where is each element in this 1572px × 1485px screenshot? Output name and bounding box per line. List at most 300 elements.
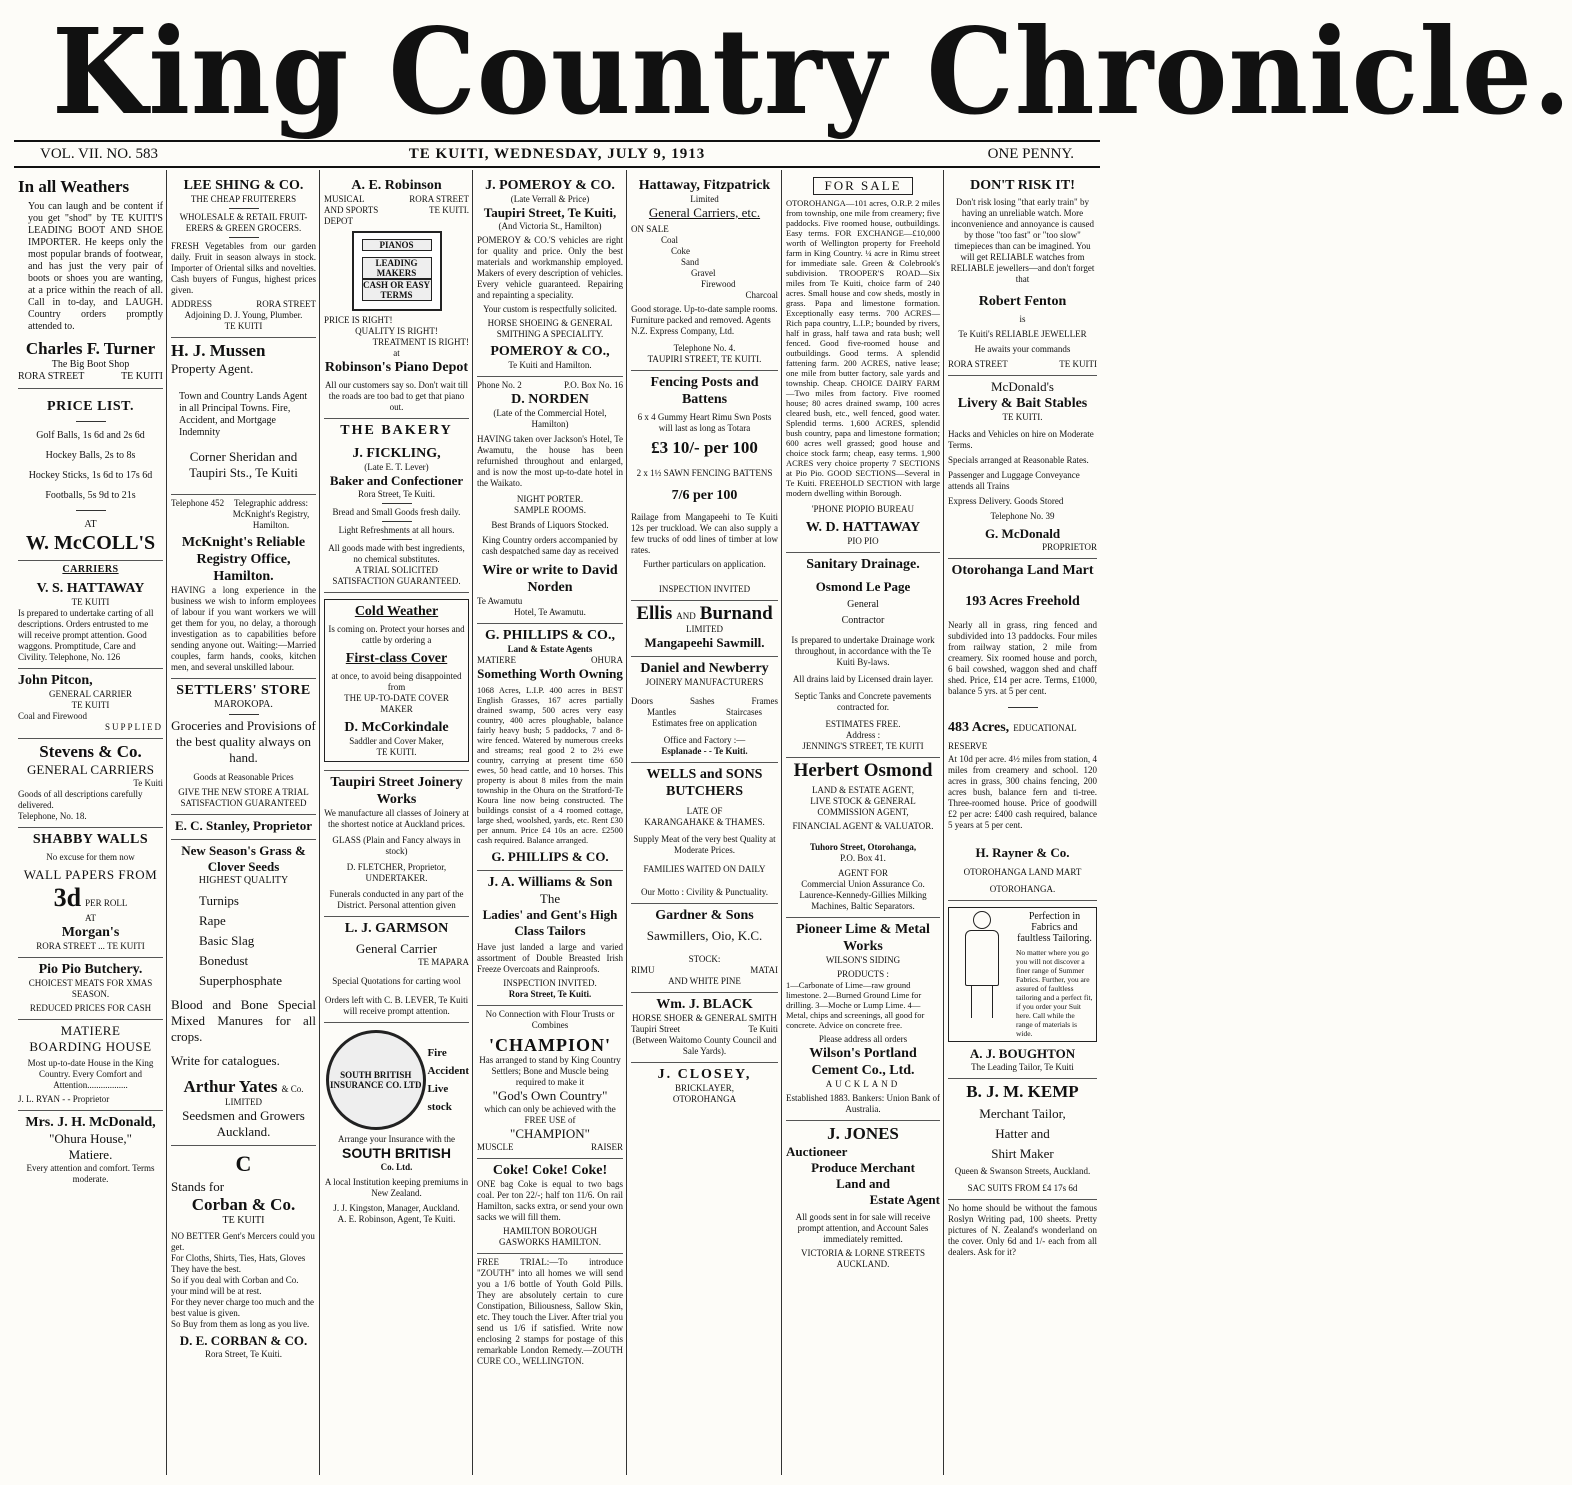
ad-price: £3 10/- per 100	[651, 438, 758, 457]
ad-text: MATIERE	[477, 655, 516, 665]
ad-text: LAND & ESTATE AGENT,	[811, 785, 915, 795]
fenton-ad	[948, 174, 1097, 376]
ad-name: W. McCOLL'S	[25, 532, 156, 554]
hattaway-carriers-ad	[18, 561, 163, 669]
ad-row	[171, 498, 316, 531]
ad-text: Co. Ltd.	[380, 1162, 413, 1172]
ad-body: Goods of all descriptions carefully delivered.	[18, 789, 143, 810]
ad-text: Office and Factory :—	[663, 735, 746, 745]
ad-name: Wilson's Portland Cement Co., Ltd.	[809, 1046, 917, 1078]
ad-name: A. J. BOUGHTON	[969, 1046, 1076, 1061]
ad-text: THE UP-TO-DATE COVER MAKER	[344, 693, 449, 714]
mccoll-ad	[18, 389, 163, 561]
ad-row	[477, 380, 623, 391]
ad-text: PIO PIO	[847, 536, 879, 546]
price-item: Hockey Balls, 2s to 8s	[45, 450, 136, 461]
ad-text: All goods made with best ingredients, no chemical substitutes.	[328, 543, 465, 564]
figure-body	[965, 930, 999, 986]
ad-text: Sawmillers, Oio, K.C.	[646, 928, 763, 943]
address-street: RORA STREET	[948, 359, 1008, 369]
column-7	[944, 170, 1100, 1475]
ad-text: SAMPLE ROOMS.	[513, 505, 587, 515]
product-item: Mantles	[647, 707, 676, 717]
ad-name: H. J. Mussen	[171, 341, 266, 360]
ad-text: Te Kuiti's RELIABLE JEWELLER	[958, 329, 1087, 339]
ad-text: Property Agent.	[171, 361, 254, 376]
ad-row	[631, 1024, 778, 1035]
ad-text: RORA STREET ... TE KUITI	[36, 941, 145, 951]
ad-text: AT	[85, 913, 96, 923]
livery-ad	[948, 376, 1097, 559]
ad-name-row	[171, 1077, 316, 1097]
ad-text: Estimates free on application	[652, 718, 757, 728]
divider	[382, 503, 412, 504]
ad-text: Stands for	[171, 1179, 225, 1194]
ad-text: Ladies' and Gent's High Class Tailors	[482, 907, 618, 938]
ad-text: Esplanade - - Te Kuiti.	[661, 746, 748, 756]
ad-body: All our customers say so. Don't wait till the roads are too bad to get that piano out.	[324, 380, 469, 412]
ad-body: FREE TRIAL:—To introduce "ZOUTH" into all homes we will send you a 1/6 bottle of Youth Gold Pills. They are absolutely certain to cure Constipation, Biliousness, Sallow Skin, etc. They touch the Liver. After trial you send us 1/6 if satisfied. Write now enclosing 2 stamps for postage of this remarkable London Remedy.—ZOUTH CURE CO., WELLINGTON.	[477, 1257, 623, 1366]
ad-heading: In all Weathers	[18, 177, 130, 196]
figure-legs	[971, 986, 993, 1018]
sale-item: Coke	[671, 246, 690, 256]
ad-name: G. McDonald	[984, 526, 1061, 541]
ad-body: POMEROY & CO.'S vehicles are right for quality and price. Only the best materials and workmanship employed. Makers of every description of vehicles. Every vehicle guaranteed. Repairing and repainting a speciality.	[477, 235, 623, 300]
tailor-box	[948, 907, 1097, 1042]
ad-body: King Country orders accompanied by cash despatched same day as received	[481, 535, 619, 556]
tailor-text	[1016, 911, 1093, 1038]
ad-text: AND WHITE PINE	[668, 976, 741, 986]
ad-body: So if you deal with Corban and Co. your mind will be at rest.	[171, 1275, 299, 1296]
ad-body: Groceries and Provisions of the best quality always on hand.	[171, 718, 316, 765]
ad-text: TAUPIRI STREET, TE KUITI.	[647, 354, 762, 364]
robinson-ad	[324, 174, 469, 419]
ad-body: Have just landed a large and varied assortment of Double Breasted Irish Freeze Overcoats and Rainproofs.	[477, 942, 623, 974]
ad-body: All goods sent in for sale will receive prompt attention, and Account Sales immediately remitted.	[795, 1212, 931, 1244]
ad-body: Is prepared to undertake carting of all descriptions. Orders entrusted to me will receive prompt attention. Good waggons. Promptitude, Care and Civility. Telephone, No. 126	[18, 608, 154, 662]
pitcon-ad	[18, 669, 163, 739]
ad-text: Te Kuiti	[748, 1024, 778, 1034]
ad-text: RORA STREET TE KUITI.	[409, 194, 469, 215]
ad-body: Hacks and Vehicles on hire on Moderate Terms.	[948, 429, 1094, 450]
ad-text: Auctioneer	[786, 1144, 848, 1159]
ad-name: SOUTH BRITISH	[342, 1145, 451, 1161]
ad-text: BUTCHERS	[665, 784, 744, 799]
ad-name: Mrs. J. H. McDonald,	[25, 1115, 156, 1130]
ad-heading: First-class Cover	[345, 651, 448, 666]
ad-heading: Sanitary Drainage.	[806, 557, 920, 572]
ad-body: A local Institution keeping premiums in New Zealand.	[324, 1177, 469, 1198]
ad-name: Corban & Co.	[191, 1195, 296, 1214]
ad-body: OTOROHANGA—101 acres, O.R.P. 2 miles from township, one mile from creamery; five paddocks. Five roomed house, outbuildings. Easy terms. FOR EXCHANGE—£10,000 worth of Wellington property for Freehold farm in King Country. ¼ acre in Rimu street for immediate sale. Green & Colebrook's subdivision. TROOPER'S ROAD—Six miles from Te Kuiti, choice farm of 240 acres. Small house and cow sheds, mostly in grass. Papa and limestone formation. Exceptionally easy terms. 700 ACRES—Rich papa country, L.I.P.; bounded by rivers, half in grass, half tawa and rata bush; well fenced. Good five-roomed house and outbuildings. Good terms. A splendid fattening farm. 200 ACRES, native lease; one mile from butter factory, sale yards and township. Cheap. CHOICE DAIRY FARM—Two miles from factory. Five roomed house; 80 acres drained swamp, 100 acres cleared bush, etc., well fenced, good water. Splendid terms. 1,600 ACRES, splendid bush country, papa and limestone formation; 600 acres well grassed; good house and choice stock farm; cheap, easy terms. 1,900 ACRES very choice property 7 SECTIONS at Pio Pio. GOOD SECTIONS—Several in Te Kuiti. FREEHOLD SECTION with large modern dwelling within Borough.	[786, 198, 940, 498]
ad-price: 7/6 per 100	[671, 488, 738, 503]
ad-name: Morgan's	[61, 925, 120, 940]
ad-text: Limited	[690, 194, 719, 204]
ad-name: Daniel and Newberry	[640, 661, 769, 676]
ad-body: For they never charge too much and the best value is given.	[171, 1297, 315, 1318]
ad-text: Phone No. 2	[477, 380, 522, 390]
ad-text: FINANCIAL AGENT & VALUATOR.	[792, 821, 934, 831]
piano-illustration	[352, 231, 442, 311]
ad-text: A TRIAL SOLICITED	[355, 565, 438, 575]
ad-heading: 'CHAMPION'	[489, 1035, 611, 1055]
ad-text: A. E. Robinson, Agent, Te Kuiti.	[337, 1214, 456, 1224]
ad-text: QUALITY IS RIGHT!	[355, 326, 438, 336]
ad-address	[18, 371, 163, 383]
ad-price-row	[18, 883, 163, 913]
ad-name: B. J. M. KEMP	[966, 1082, 1079, 1101]
ad-name: POMEROY & CO.,	[490, 344, 610, 359]
ad-row	[477, 655, 623, 666]
ad-body: You can laugh and be content if you get "shod" by TE KUITI'S LEADING BOOT AND SHOE IMPORTER. He keeps only the most popular brands of footwear, and has just the very pair of boots or shoes you are wanting, at a price within the reach of all. Call in to-day, and LAUGH. Country orders promptly attended to.	[28, 201, 163, 332]
ad-body: Septic Tanks and Concrete pavements contracted for.	[794, 691, 932, 712]
ad-text: Produce Merchant	[811, 1160, 915, 1175]
ad-text: AGENT FOR	[837, 868, 889, 878]
ad-text: WALL PAPERS FROM	[23, 867, 158, 882]
gardner-ad	[631, 904, 778, 993]
ad-heading: MATIERE	[60, 1023, 121, 1038]
ad-name: Osmond Le Page	[815, 579, 911, 594]
ad-text: He awaits your commands	[974, 344, 1071, 354]
ad-name: Stevens & Co.	[39, 742, 142, 761]
ad-body: 1—Carbonate of Lime—raw ground limestone. 2—Burned Ground Lime for drilling. 3—Moche or Lump Lime. 4—Metal, chips and screenings, all good for concrete. Advice on concrete free.	[786, 980, 925, 1030]
ad-text: Taupiri Street	[631, 1024, 681, 1034]
ad-text: PRICE IS RIGHT!	[324, 315, 393, 325]
ad-text: Rora Street, Te Kuiti.	[358, 489, 435, 499]
ad-text: stock	[427, 1101, 452, 1113]
mcdonald-ad	[18, 1111, 163, 1190]
ad-text: Adjoining D. J. Young, Plumber.	[184, 310, 303, 320]
seed-item: Turnips	[199, 893, 239, 908]
ad-name: D. NORDEN	[511, 392, 589, 407]
ad-body: Most up-to-date House in the King Country. Every Comfort and Attention..................	[27, 1058, 154, 1090]
ad-text: AND	[676, 611, 696, 621]
ad-text: JOINERY MANUFACTURERS	[645, 677, 764, 687]
divider	[229, 714, 259, 715]
ad-text: INSPECTION INVITED	[658, 584, 751, 594]
ad-text: GENERAL CARRIER	[49, 689, 132, 699]
ad-text: Live	[427, 1083, 449, 1095]
ad-text: from	[387, 682, 406, 692]
ad-body: Passenger and Luggage Conveyance attends all Trains	[948, 470, 1080, 491]
seed-item: Basic Slag	[199, 933, 255, 948]
ad-text: TE KUITI	[222, 1215, 265, 1226]
ad-body: Nearly all in grass, ring fenced and subdivided into 13 paddocks. Four miles from railway station, 2 mile from creamery. Six roomed house and porch, 6 bail cowshed, waggon shed and chaff shed. Price, £14 per acre. Terms, £1000, balance 5 yrs. at 5 per cent.	[948, 620, 1097, 696]
ad-heading: Livery & Bait Stables	[957, 396, 1088, 411]
ad-body: HAVING a long experience in the business we wish to inform employees of labour if you want workers we will get them for you, no delay, a thorough investigation as to capabilities before sending anyone out. Waiting:—Married couples, farm hands, cooks, kitchen men, and several unskilled labour.	[171, 585, 316, 672]
ad-text: "CHAMPION"	[510, 1126, 590, 1141]
ad-name: John Pitcon,	[18, 673, 93, 688]
ad-text: Rora Street, Te Kuiti.	[508, 989, 592, 999]
place-date: TE KUITI, WEDNESDAY, JULY 9, 1913	[408, 146, 706, 162]
ad-text: Coal and Firewood	[18, 711, 87, 721]
ad-text: TE MAPARA	[418, 957, 469, 967]
ad-text: is	[1019, 314, 1026, 324]
ad-text: TE KUITI	[71, 597, 110, 607]
masthead-title: King Country Chronicle.	[52, 2, 1572, 141]
price: ONE PENNY.	[987, 146, 1074, 162]
address-street: RORA STREET	[256, 299, 316, 309]
lee-shing-ad	[171, 174, 316, 338]
pioneer-lime-ad	[786, 918, 940, 1121]
column-6	[782, 170, 944, 1475]
ad-heading: New Season's Grass & Clover Seeds	[181, 843, 306, 874]
ad-text: 'PHONE PIOPIO BUREAU	[811, 504, 915, 514]
ad-text: TE KUITI	[71, 700, 110, 710]
ad-body: Town and Country Lands Agent in all Principal Towns. Fire, Accident, and Mortgage Indemnity	[179, 391, 308, 438]
ad-body: Express Delivery. Goods Stored	[948, 496, 1064, 506]
ad-body: Is prepared to undertake Drainage work throughout, in accordance with the Te Kuiti By-laws.	[791, 635, 935, 667]
timber-item: RIMU	[631, 965, 655, 975]
ad-text: Rora Street, Te Kuiti.	[205, 1349, 282, 1359]
ad-heading: Cold Weather	[354, 604, 439, 619]
ad-text: The Big Boot Shop	[51, 359, 130, 370]
ad-text: P.O. Box No. 16	[563, 380, 623, 390]
ad-name: A. E. Robinson	[351, 178, 442, 193]
piano-label: CASH OR EASY TERMS	[362, 280, 430, 300]
ad-text: Special Quotations for carting wool	[332, 976, 461, 986]
ad-text: Telephone, No. 18.	[18, 811, 87, 821]
ad-text: THE CHEAP FRUITERERS	[190, 194, 297, 204]
ad-text: Write for catalogues.	[171, 1053, 280, 1068]
ad-text: PRODUCTS :	[837, 969, 889, 979]
ad-name: G. PHILLIPS & CO.	[491, 849, 609, 864]
ad-name: G. PHILLIPS & CO.,	[485, 628, 615, 643]
phillips-ad	[477, 624, 623, 871]
ad-price: 3d	[53, 883, 82, 912]
ad-text: Estate Agent	[869, 1192, 940, 1207]
ad-body: Blood and Bone Special Mixed Manures for all crops.	[171, 997, 316, 1044]
ad-text: The	[539, 891, 561, 906]
ad-body: Specials arranged at Reasonable Rates.	[948, 455, 1089, 465]
ad-text: TE KUITI.	[376, 747, 417, 757]
ad-name: Herbert Osmond	[793, 760, 933, 781]
wells-sons-ad	[631, 763, 778, 904]
ad-text: INSPECTION INVITED.	[503, 978, 597, 988]
ellis-burnand-ad	[631, 601, 778, 657]
timber-item: MATAI	[750, 965, 778, 975]
black-ad	[631, 993, 778, 1063]
ad-body: No home should be without the famous Roslyn Writing pad, 100 sheets. Pretty pictures of N. Zealand's wonderland on the cover. Only 6d and 1/- each from all dealers. Ask for it?	[948, 1203, 1097, 1257]
ad-heading: Coke! Coke! Coke!	[492, 1163, 608, 1178]
ad-text: RAISER	[590, 1142, 623, 1152]
ad-row	[324, 194, 469, 227]
south-british-ad	[324, 1023, 469, 1230]
ad-text: EDUCATIONAL RESERVE	[948, 723, 1077, 751]
ad-name: Charles F. Turner	[25, 339, 156, 358]
ad-text: Best Brands of Liquors Stocked.	[491, 520, 609, 530]
ad-heading: Pio Pio Butchery.	[38, 962, 143, 977]
ad-heading: General Carriers, etc.	[648, 205, 761, 220]
column-2	[167, 170, 320, 1475]
hattaway-fitzpatrick-ad	[631, 174, 778, 371]
settlers-store-ad	[171, 679, 316, 815]
cover-maker-ad	[324, 593, 469, 771]
ad-heading: 483 Acres,	[948, 720, 1010, 735]
ad-text: Hotel, Te Awamutu.	[514, 607, 586, 617]
address-town: TE KUITI	[1059, 359, 1097, 369]
ad-name: E. C. Stanley, Proprietor	[175, 818, 312, 833]
ad-letter: C	[235, 1151, 252, 1176]
ad-text: SAC SUITS FROM £4 17s 6d	[967, 1183, 1078, 1193]
ad-text: Tuhoro Street, Otorohanga,	[809, 842, 917, 852]
ad-text: PER ROLL	[85, 898, 128, 908]
gentleman-figure-icon	[952, 911, 1012, 1021]
ad-body: Is coming on. Protect your horses and cattle by ordering a	[328, 624, 465, 645]
ad-name: D. McCorkindale	[344, 720, 449, 735]
ad-heading: Otorohanga Land Mart	[951, 563, 1094, 578]
divider	[382, 521, 412, 522]
ad-name: LEE SHING & CO.	[183, 178, 304, 193]
ad-name: J. POMEROY & CO.	[485, 178, 615, 193]
ad-name: Burnand	[699, 603, 773, 624]
ad-text: Shirt Maker	[991, 1146, 1054, 1161]
address-street: RORA STREET	[18, 371, 85, 382]
ad-text: GIVE THE NEW STORE A TRIAL SATISFACTION GUARANTEED	[178, 787, 309, 808]
ad-text: Contractor	[841, 615, 885, 626]
ad-name: Pioneer Lime & Metal Works	[796, 922, 930, 954]
ad-row	[18, 711, 163, 722]
morgans-ad	[18, 828, 163, 958]
divider	[229, 208, 259, 209]
ad-body: All drains laid by Licensed drain layer.	[792, 674, 934, 684]
stanley-ad	[171, 815, 316, 840]
mussen-ad	[171, 338, 316, 495]
ad-text: VICTORIA & LORNE STREETS AUCKLAND.	[800, 1248, 926, 1269]
ad-text: Merchant Tailor,	[979, 1106, 1066, 1121]
ad-text: TREATMENT IS RIGHT!	[372, 337, 469, 347]
ad-name: Hattaway, Fitzpatrick	[638, 178, 771, 193]
ad-text: Te Kuiti	[133, 778, 163, 788]
ad-row	[631, 696, 778, 707]
ad-text: Matiere.	[68, 1147, 113, 1162]
ad-name: SETTLERS' STORE	[176, 683, 311, 698]
ad-text: MUSCLE	[477, 1142, 514, 1152]
ad-text: HORSE SHOEING & GENERAL SMITHING A SPECIALITY.	[487, 318, 613, 339]
ad-text: HIGHEST QUALITY	[198, 875, 289, 886]
boarding-ad	[18, 1020, 163, 1111]
ad-text: AUCKLAND	[825, 1079, 901, 1089]
ad-heading: DON'T RISK IT!	[970, 178, 1075, 193]
ad-body: For Cloths, Shirts, Ties, Hats, Gloves They have the best.	[171, 1253, 306, 1274]
dateline	[14, 140, 1100, 168]
ad-body: We manufacture all classes of Joinery at the shortest notice at Auckland prices.	[324, 808, 469, 829]
ad-text: TE KUITI	[224, 321, 263, 331]
ad-text: The Leading Tailor, Te Kuiti	[971, 1062, 1074, 1072]
ad-heading: THE BAKERY	[340, 423, 453, 438]
ad-body: 1068 Acres, L.I.P. 400 acres in BEST English Grasses, 167 acres partially drained swamp, 500 acres very easy country, 400 acres ploughable, balance fairly heavy bush; 5 paddocks, 7 and 8-wire fenced. Watered by numerous creeks and streams; real good 2 to 2½ ewe country, carrying at present time 650 ewes, 50 head cattle, and 10 horses. This property is about 8 miles from the main township in the Ohura on the Stratford-Te Koura line now being constructed. The buildings consist of a 4 roomed cottage, large shed, woolshed, yards, etc. Rent £30 per annum. Price £4 10s an acre. £2500 cash required. Balance arranged.	[477, 685, 623, 845]
ad-body: At 10d per acre. 4½ miles from station, 4 miles from creamery and school. 120 acres in grass, 300 chains fencing, 200 acres bush, balance fern and ti-tree. Three-roomed house. Price of goodwill £2 per acre: £400 cash required, balance 5 years at 5 per cent.	[948, 754, 1097, 830]
ad-text: J. J. Kingston, Manager, Auckland.	[333, 1203, 460, 1213]
ad-text: LIVE STOCK & GENERAL COMMISSION AGENT,	[810, 796, 916, 817]
ad-name-row	[631, 604, 778, 624]
stevens-ad	[18, 739, 163, 828]
ad-heading: Perfection in Fabrics and faultless Tailoring.	[1017, 911, 1092, 944]
ad-address	[171, 299, 316, 310]
ad-text: MAROKOPA.	[214, 699, 273, 710]
column-4	[473, 170, 627, 1475]
ad-text: Accident	[427, 1065, 469, 1077]
ad-text: OTOROHANGA	[672, 1094, 737, 1104]
ad-text: "Ohura House,"	[49, 1131, 132, 1146]
ad-body: No matter where you go you will not discover a finer range of Summer Fabrics. Further, you are assured of faultless tailoring and a perfect fit, if you order your Suit here. Call while the range of materials is wide.	[1016, 948, 1093, 1038]
ad-body: Good storage. Up-to-date sample rooms. Furniture packed and removed. Agents N.Z. Express Company, Ltd.	[631, 304, 778, 336]
ad-text: (Late Verrall & Price)	[510, 194, 590, 204]
ad-text: JENNING'S STREET, TE KUITI	[802, 741, 924, 751]
ad-text: Baker and Confectioner	[329, 473, 464, 488]
ad-text: WHOLESALE & RETAIL FRUIT-ERERS & GREEN GROCERS.	[179, 212, 308, 233]
roslyn-ad	[948, 1200, 1097, 1263]
divider	[1008, 707, 1038, 708]
ad-text: Bread and Small Goods fresh daily.	[332, 507, 461, 517]
ad-text: Mangapeehi Sawmill.	[644, 635, 765, 650]
ad-text: at once, to avoid being disappointed	[331, 671, 462, 681]
ad-text: OTOROHANGA LAND MART	[963, 867, 1082, 877]
ad-text: (Late E. T. Lever)	[364, 462, 429, 472]
ad-heading: Taupiri Street Joinery Works	[330, 775, 463, 807]
ad-body: Commercial Union Assurance Co. Laurence-Kennedy-Gillies Milking Machines, Baltic Separators.	[799, 879, 927, 911]
ad-text: CHOICEST MEATS FOR XMAS SEASON.	[28, 978, 153, 999]
product-item: Doors	[631, 696, 653, 706]
kemp-ad	[948, 1079, 1097, 1200]
ad-text: (Between Waitomo County Council and Sale Yards).	[632, 1035, 777, 1056]
column-1	[14, 170, 167, 1475]
ad-text: Telephone 452	[171, 498, 225, 508]
ad-row	[631, 707, 778, 718]
insurance-types	[427, 1044, 469, 1116]
ad-name: J. JONES	[827, 1124, 899, 1143]
price-item: Hockey Sticks, 1s 6d to 17s 6d	[28, 470, 153, 481]
herbert-osmond-ad	[786, 758, 940, 918]
zouth-ad	[477, 1254, 623, 1372]
address-town: TE KUITI	[121, 371, 163, 382]
ad-heading: 193 Acres Freehold	[965, 594, 1080, 609]
ad-name: McKnight's Reliable Registry Office, Hamilton.	[181, 535, 306, 584]
ad-text: UNDERTAKER.	[365, 873, 428, 883]
ad-text: Address :	[845, 730, 881, 740]
ad-name: Ellis	[636, 603, 673, 624]
ad-text: OTOROHANGA.	[989, 884, 1056, 894]
ad-text: Our Motto : Civility & Punctuality.	[641, 887, 768, 897]
ad-body: NO BETTER Gent's Mercers could you get.	[171, 1231, 315, 1252]
ad-text: Every attention and comfort. Terms moderate.	[26, 1163, 155, 1184]
ad-text: Further particulars on application.	[643, 559, 766, 569]
ad-text: (And Victoria St., Hamilton)	[498, 221, 602, 231]
ad-heading-row	[948, 718, 1097, 754]
ad-text: Corner Sheridan and Taupiri Sts., Te Kuiti	[189, 449, 298, 480]
product-item: Frames	[751, 696, 778, 706]
joinery-works-ad	[324, 771, 469, 917]
ad-name: J. FICKLING,	[352, 446, 441, 461]
closey-ad	[631, 1063, 778, 1110]
ad-heading: CARRIERS	[62, 564, 119, 575]
ad-name: H. Rayner & Co.	[975, 845, 1070, 860]
ad-body: Has arranged to stand by King Country Settlers; Bone and Muscle being required to make it	[479, 1055, 621, 1087]
sale-item: Gravel	[691, 268, 716, 278]
ad-text: BRICKLAYER,	[675, 1083, 734, 1093]
ad-text: General	[847, 599, 879, 610]
divider	[382, 539, 412, 540]
drainage-ad	[786, 553, 940, 758]
ad-text: SATISFACTION GUARANTEED.	[332, 576, 461, 586]
ad-text: HORSE SHOER & GENERAL SMITH	[632, 1013, 777, 1023]
sale-item: Coal	[661, 235, 678, 245]
insurance-row	[324, 1026, 469, 1134]
ad-text: MUSICAL AND SPORTS DEPOT	[324, 194, 379, 226]
ad-text: which can only be achieved with the FREE USE of	[484, 1104, 616, 1125]
ad-text: REDUCED PRICES FOR CASH	[29, 1003, 152, 1013]
ad-text: Te Awamutu	[477, 596, 523, 606]
